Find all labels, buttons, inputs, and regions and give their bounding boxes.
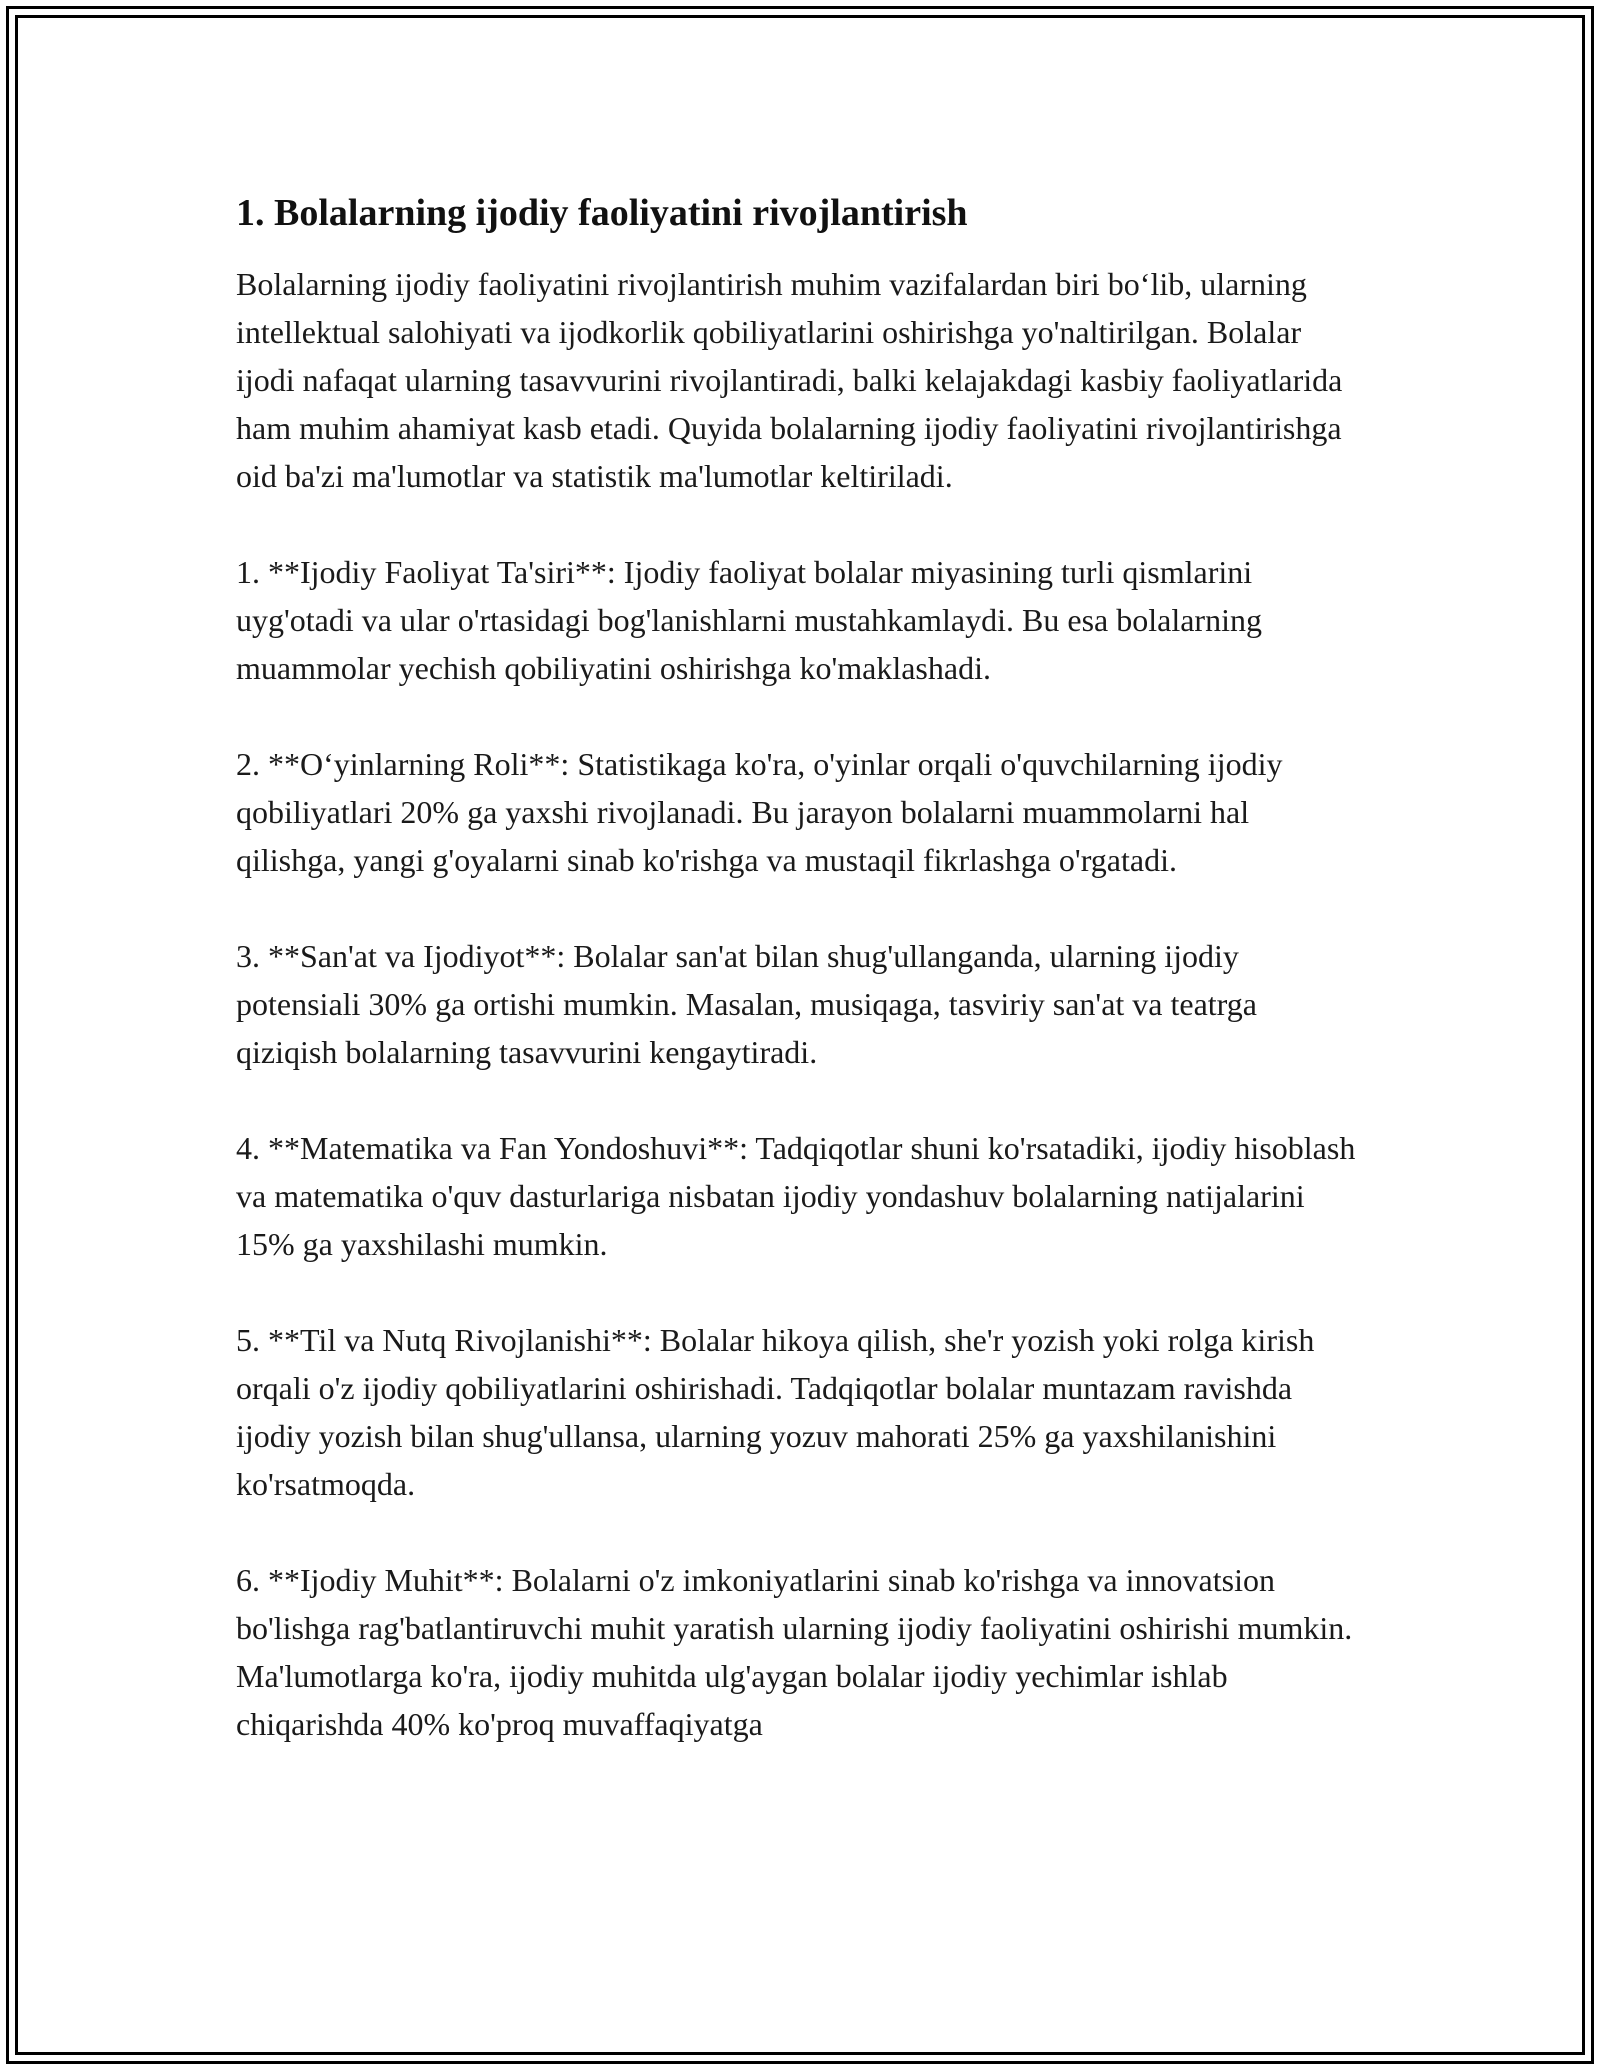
point-6-paragraph: 6. **Ijodiy Muhit**: Bolalarni o'z imkoniyatlarini sinab ko'rishga va innovatsion bo'lishga rag'batlantiruvchi muhit yaratish ularning ijodiy faoliyatini oshirishi mumkin. Ma'lumotlarga ko'ra, ijodiy muhitda ulg'aygan bolalar ijodiy yechimlar ishlab chiqarishda 40% ko'proq muvaffaqiyatga [236, 1562, 1353, 1742]
point-2-paragraph: 2. **O‘yinlarning Roli**: Statistikaga ko'ra, o'yinlar orqali o'quvchilarning ijodiy qobiliyatlari 20% ga yaxshi rivojlanadi. Bu jarayon bolalarni muammolarni hal qilishga, yangi g'oyalarni sinab ko'rishga va mustaqil fikrlashga o'rgatadi. [236, 746, 1283, 878]
point-4-paragraph: 4. **Matematika va Fan Yondoshuvi**: Tadqiqotlar shuni ko'rsatadiki, ijodiy hisoblash va matematika o'quv dasturlariga nisbatan ijodiy yondashuv bolalarning natijalarini 15% ga yaxshilashi mumkin. [236, 1130, 1356, 1262]
document-body [236, 188, 1366, 1796]
point-1-paragraph: 1. **Ijodiy Faoliyat Ta'siri**: Ijodiy faoliyat bolalar miyasining turli qismlarini uyg'otadi va ular o'rtasidagi bog'lanishlarni mustahkamlaydi. Bu esa bolalarning muammolar yechish qobiliyatini oshirishga ko'maklashadi. [236, 554, 1262, 686]
intro-paragraph: Bolalarning ijodiy faoliyatini rivojlantirish muhim vazifalardan biri bo‘lib, ularning intellektual salohiyati va ijodkorlik qobiliyatlarini oshirishga yo'naltirilgan. Bolalar ijodi nafaqat ularning tasavvurini rivojlantiradi, balki kelajakdagi kasbiy faoliyatlarida ham muhim ahamiyat kasb etadi. Quyida bolalarning ijodiy faoliyatini rivojlantirishga oid ba'zi ma'lumotlar va statistik ma'lumotlar keltiriladi. [236, 266, 1343, 494]
document-title: 1. Bolalarning ijodiy faoliyatini rivojlantirish [236, 192, 968, 234]
point-5-paragraph: 5. **Til va Nutq Rivojlanishi**: Bolalar hikoya qilish, she'r yozish yoki rolga kirish orqali o'z ijodiy qobiliyatlarini oshirishadi. Tadqiqotlar bolalar muntazam ravishda ijodiy yozish bilan shug'ullansa, ularning yozuv mahorati 25% ga yaxshilanishini ko'rsatmoqda. [236, 1322, 1315, 1502]
point-3-paragraph: 3. **San'at va Ijodiyot**: Bolalar san'at bilan shug'ullanganda, ularning ijodiy potensiali 30% ga ortishi mumkin. Masalan, musiqaga, tasviriy san'at va teatrga qiziqish bolalarning tasavvurini kengaytiradi. [236, 938, 1257, 1070]
